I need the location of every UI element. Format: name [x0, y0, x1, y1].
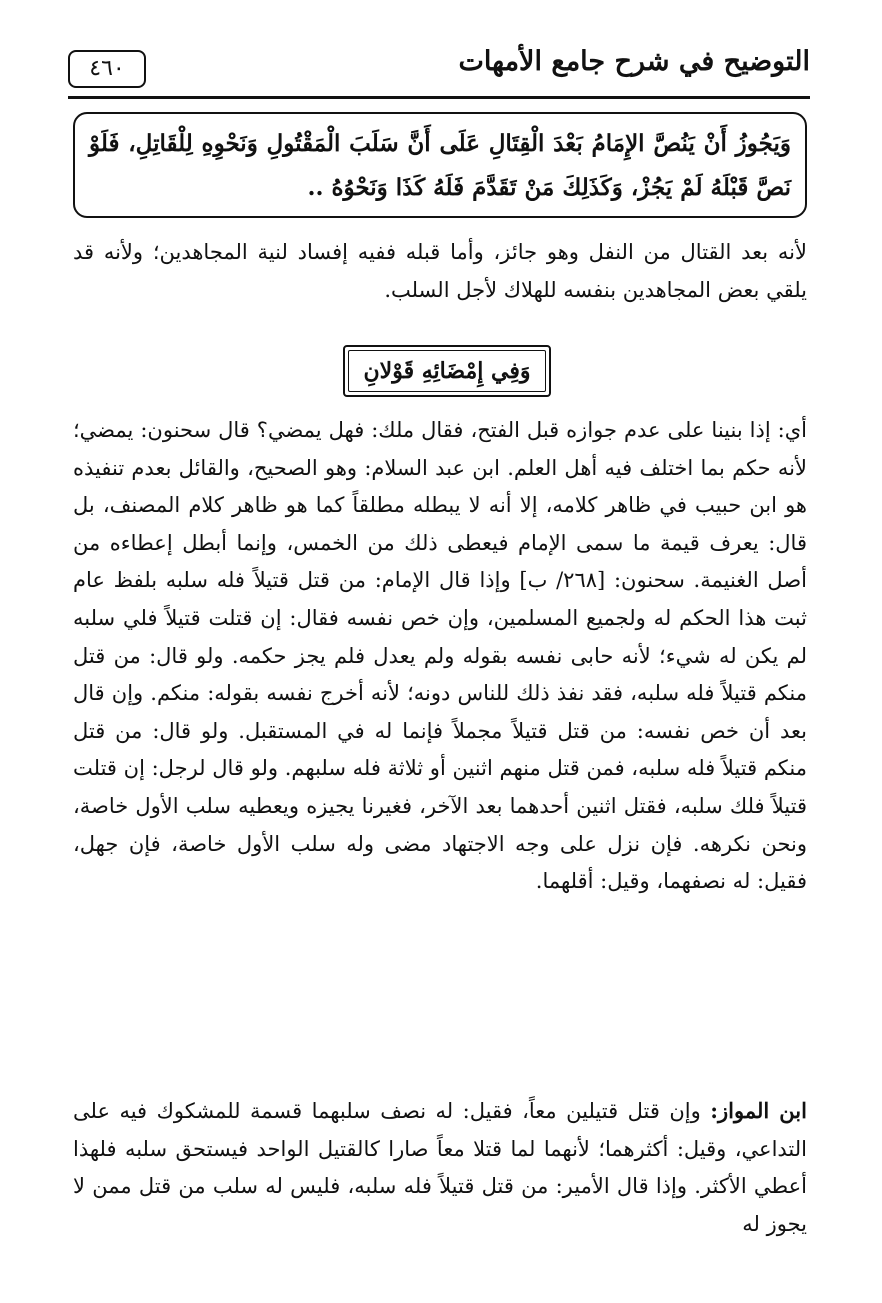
commentary-paragraph-3: [73, 1092, 807, 1243]
running-title: التوضيح في شرح جامع الأمهات: [458, 46, 810, 77]
paragraph-text: وإن قتل قتيلين معاً، فقيل: له نصف سلبهما قسمة للمشكوك فيه على التداعي، وقيل: أكثرهما؛ لأنهما لما قتلا معاً صارا كالقتيل الواحد فيستحق سلبه فلهذا أعطي الأكثر. وإذا قال الأمير: من قتل قتيلاً فله سلبه، فليس له سلب من قتل ممن لا يجوز له: [73, 1099, 807, 1236]
header-rule: [68, 96, 810, 99]
paragraph-text: أي: إذا بنينا على عدم جوازه قبل الفتح، فقال ملك: فهل يمضي؟ قال سحنون: يمضي؛ لأنه حكم بما اختلف فيه أهل العلم. ابن عبد السلام: وهو الصحيح، والقائل بعدم تنفيذه هو ابن حبيب في ظاهر كلامه، إلا أنه لا يبطله مطلقاً كما هو ظاهر كلام المصنف، بل قال: يعرف قيمة ما سمى الإمام فيعطى ذلك من الخمس، وإنما أبطل إعطاءه من أصل الغنيمة. سحنون: [٢٦٨/ ب] وإذا قال الإمام: من قتل قتيلاً فله سلبه بلفظ عام ثبت هذا الحكم له ولجميع المسلمين، وإن خص نفسه فقال: إن قتلت قتيلاً فلي سلبه لم يكن له شيء؛ لأنه حابى نفسه بقوله ولم يعدل فلم يجز حكمه. ولو قال: من قتل منكم قتيلاً فله سلبه، فقد نفذ ذلك للناس دونه؛ لأنه أخرج نفسه بقوله: منكم. وإن قال بعد أن خص نفسه: من قتل قتيلاً مجملاً فإنما له في المستقبل. ولو قال: من قتل منكم قتيلاً فله سلبه، فمن قتل منهم اثنين أو ثلاثة فله سلبهم. ولو قال لرجل: إن قتلت قتيلاً فلك سلبه، فقتل اثنين أحدهما بعد الآخر، فغيرنا يجيزه ويعطيه سلب الأول خاصة، ونحن نكرهه. فإن نزل على وجه الاجتهاد مضى وله سلب الأول خاصة، فإن جهل، فقيل: له نصفهما، وقيل: أقلهما.: [73, 418, 807, 894]
paragraph-text: لأنه بعد القتال من النفل وهو جائز، وأما قبله ففيه إفساد لنية المجاهدين؛ ولأنه قد يلقي بعض المجاهدين بنفسه للهلاك لأجل السلب.: [73, 240, 807, 302]
page-header: [68, 44, 810, 94]
commentary-paragraph-1: [73, 234, 807, 309]
section-heading-box: [343, 345, 551, 397]
matn-box: [73, 112, 807, 218]
section-heading: وَفِي إِمْضَائِهِ قَوْلانِ: [348, 350, 546, 392]
paragraph-lead-author: ابن المواز:: [710, 1098, 807, 1123]
page-number: ٤٦٠: [68, 50, 146, 88]
matn-text: وَيَجُوزُ أَنْ يَنُصَّ الإِمَامُ بَعْدَ الْقِتَالِ عَلَى أَنَّ سَلَبَ الْمَقْتُولِ وَنَحْوِهِ لِلْقَاتِلِ، فَلَوْ نَصَّ قَبْلَهُ لَمْ يَجُزْ، وَكَذَلِكَ مَنْ تَقَدَّمَ فَلَهُ كَذَا وَنَحْوُهُ ..: [89, 130, 791, 201]
commentary-paragraph-2: [73, 412, 807, 901]
